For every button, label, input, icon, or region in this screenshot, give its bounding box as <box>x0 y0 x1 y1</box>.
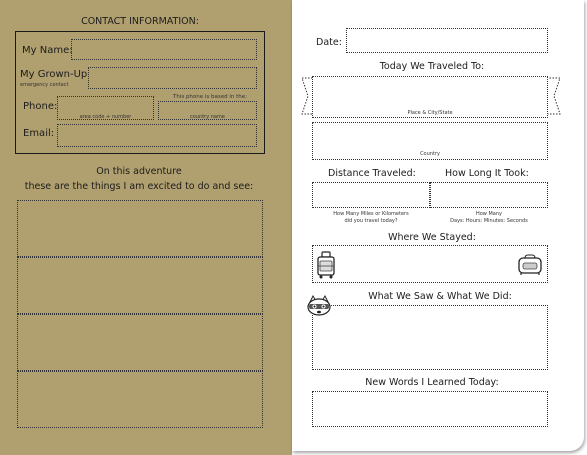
distance-field[interactable] <box>312 182 430 208</box>
saw-title: What We Saw & What We Did: <box>368 291 512 302</box>
duration-label: How Long It Took: <box>445 168 529 179</box>
country-hint: Country <box>420 151 440 157</box>
adventure-box-2[interactable] <box>17 257 263 314</box>
grownup-label: My Grown-Up <box>20 69 88 80</box>
adventure-box-1[interactable] <box>17 200 263 257</box>
grownup-sublabel: emergency contact <box>20 82 69 88</box>
stayed-field[interactable] <box>312 245 548 283</box>
duration-hint-2: Days: Hours: Minutes: Seconds <box>450 218 528 224</box>
suitcase-icon <box>316 251 336 279</box>
adventure-box-4[interactable] <box>17 371 263 428</box>
raccoon-icon <box>306 296 332 318</box>
date-field[interactable] <box>346 28 548 53</box>
adventure-line-1: On this adventure <box>96 166 182 177</box>
phone-label: Phone: <box>23 101 58 112</box>
adventure-box-3[interactable] <box>17 314 263 371</box>
phone-country-header: This phone is based in the: <box>172 94 248 100</box>
name-field[interactable] <box>71 39 257 60</box>
name-label: My Name: <box>22 45 73 56</box>
email-field[interactable] <box>57 124 257 147</box>
date-label: Date: <box>316 37 342 48</box>
duration-hint-1: How Many <box>475 211 502 217</box>
distance-hint-2: did you travel today? <box>344 218 398 224</box>
today-title: Today We Traveled To: <box>379 61 485 72</box>
stayed-title: Where We Stayed: <box>388 232 476 243</box>
grownup-field[interactable] <box>88 67 257 89</box>
words-field[interactable] <box>312 391 548 427</box>
duration-field[interactable] <box>430 182 548 208</box>
phone-area-hint: area code + number <box>79 114 132 120</box>
saw-field[interactable] <box>312 305 548 370</box>
distance-label: Distance Traveled: <box>328 168 416 179</box>
distance-hint-1: How Many Miles or Kilometers <box>333 211 409 217</box>
email-label: Email: <box>23 128 55 139</box>
contact-title: CONTACT INFORMATION: <box>81 16 199 27</box>
toaster-icon <box>517 254 543 276</box>
adventure-line-2: these are the things I am excited to do and see: <box>24 181 254 192</box>
words-title: New Words I Learned Today: <box>365 377 499 388</box>
phone-country-hint: country name <box>190 114 225 120</box>
place-hint: Place & City/State <box>407 110 453 116</box>
